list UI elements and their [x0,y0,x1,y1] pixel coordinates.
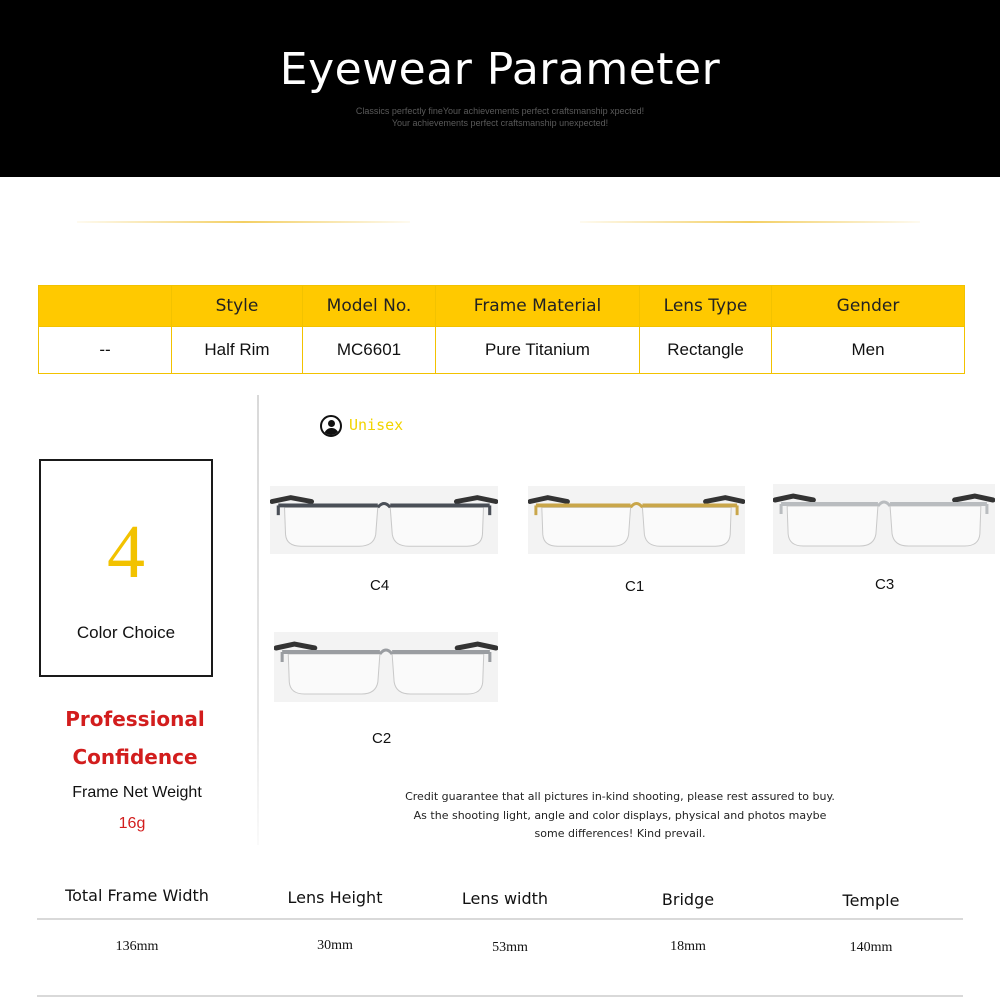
measure-value-bridge: 18mm [670,939,706,954]
spec-value-cell: Pure Titanium [436,327,640,374]
color-code-c1: C1 [625,578,645,595]
disclaimer-line-3: some differences! Kind prevail. [534,827,706,840]
gold-divider-right [580,221,920,223]
banner-subtitle-2: Your achievements perfect craftsmanship unexpected! [391,118,609,128]
eyeglasses-icon [528,486,745,554]
person-icon [320,415,342,437]
spec-value-row [39,327,965,374]
measure-value-lens-width: 53mm [492,940,528,955]
color-code-c4: C4 [370,577,390,594]
measure-header-bridge: Bridge [661,890,715,909]
eyeglasses-icon [274,632,498,702]
spec-value-cell: Half Rim [172,327,303,374]
disclaimer-line-2: As the shooting light, angle and color displays, physical and photos maybe [413,809,827,822]
glasses-image-c2 [274,632,498,702]
glasses-image-c1 [528,486,745,554]
spec-header-cell: Style [172,286,303,327]
color-choice-label: Color Choice [76,623,176,642]
color-code-c2: C2 [372,730,392,747]
spec-header-cell [39,286,172,327]
spec-value-cell: MC6601 [303,327,436,374]
spec-value-cell: Rectangle [640,327,772,374]
spec-header-cell: Lens Type [640,286,772,327]
frame-weight-label: Frame Net Weight [72,784,202,801]
spec-header-cell: Gender [772,286,965,327]
measure-value-lens-height: 30mm [317,938,353,953]
gold-divider-left [77,221,410,223]
promo-line-1: Professional [65,707,205,731]
spec-header-cell: Frame Material [436,286,640,327]
measure-header-temple: Temple [842,891,900,910]
measure-divider [37,918,963,920]
frame-weight-value: 16g [118,815,146,832]
header-banner [0,0,1000,177]
spec-header-row [39,286,965,327]
measure-value-total-width: 136mm [115,939,159,954]
promo-line-2: Confidence [72,745,198,769]
color-code-c3: C3 [875,576,895,593]
measure-header-lens-height: Lens Height [287,888,383,907]
unisex-label: Unisex [349,416,404,434]
measure-value-temple: 140mm [849,940,893,955]
color-choice-box [39,459,213,677]
vertical-divider [257,395,259,845]
glasses-image-c3 [773,484,995,554]
spec-value-cell: Men [772,327,965,374]
spec-table [38,285,965,374]
page-title: Eyewear Parameter [279,44,721,95]
banner-subtitle-1: Classics perfectly fineYour achievements perfect craftsmanship xpected! [355,106,645,116]
spec-header-cell: Model No. [303,286,436,327]
glasses-image-c4 [270,486,498,554]
eyeglasses-icon [773,484,995,554]
bottom-divider [37,995,963,997]
measure-header-lens-width: Lens width [461,889,549,908]
measure-header-total-width: Total Frame Width [65,886,209,905]
eyeglasses-icon [270,486,498,554]
disclaimer-line-1: Credit guarantee that all pictures in-kind shooting, please rest assured to buy. [405,790,835,803]
color-count: 4 [107,510,145,594]
spec-value-cell: -- [39,327,172,374]
